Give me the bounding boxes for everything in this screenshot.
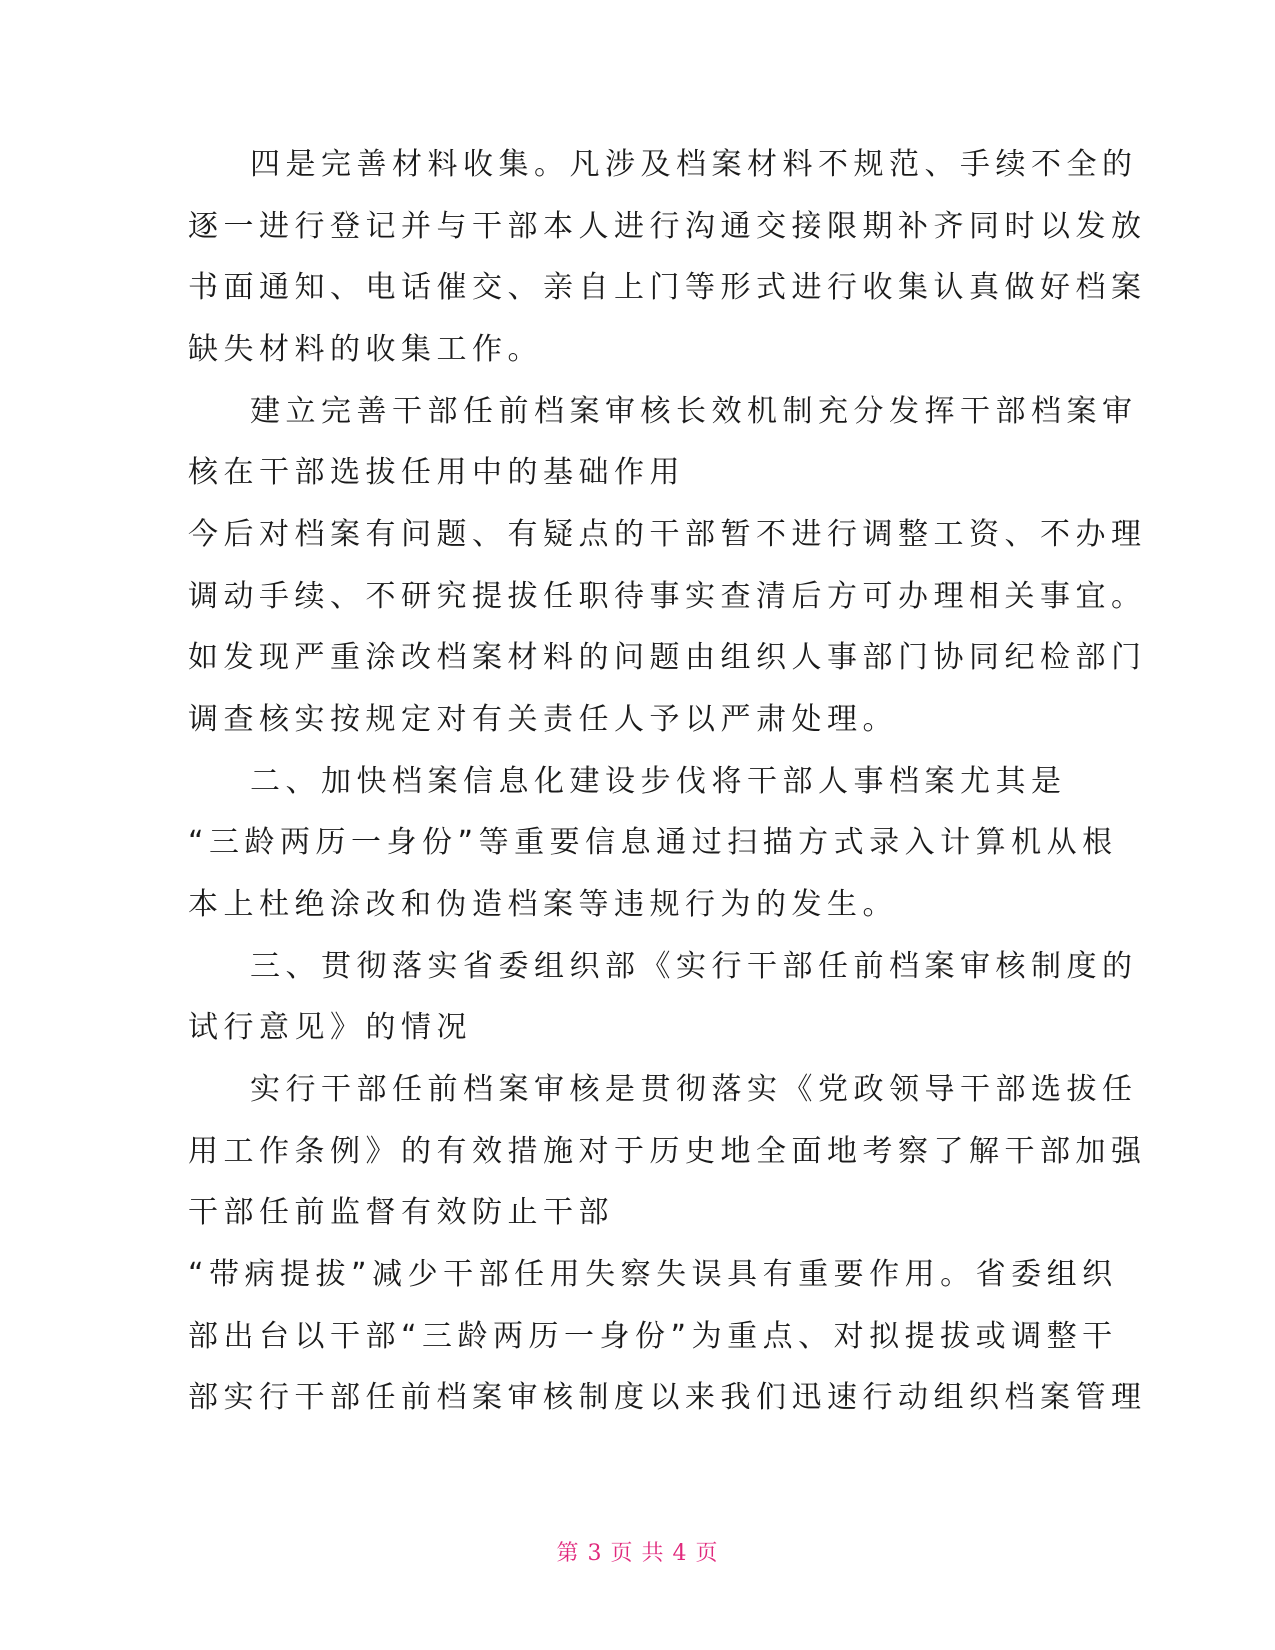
text-line: 如发现严重涂改档案材料的问题由组织人事部门协同纪检部门 bbox=[188, 640, 1147, 675]
text-line: 用工作条例》的有效措施对于历史地全面地考察了解干部加强 bbox=[188, 1134, 1147, 1169]
text-line: 三、贯彻落实省委组织部《实行干部任前档案审核制度的 bbox=[250, 949, 1138, 984]
text-line: 干部任前监督有效防止干部 bbox=[188, 1195, 614, 1230]
text-line: 调动手续、不研究提拔任职待事实查清后方可办理相关事宜。 bbox=[188, 579, 1147, 614]
text-line: “三龄两历一身份”等重要信息通过扫描方式录入计算机从根 bbox=[188, 825, 1118, 860]
text-line: 本上杜绝涂改和伪造档案等违规行为的发生。 bbox=[188, 887, 898, 922]
text-line: 逐一进行登记并与干部本人进行沟通交接限期补齐同时以发放 bbox=[188, 209, 1147, 244]
text-line: 书面通知、电话催交、亲自上门等形式进行收集认真做好档案 bbox=[188, 270, 1147, 305]
text-line: 调查核实按规定对有关责任人予以严肃处理。 bbox=[188, 702, 898, 737]
page-footer bbox=[0, 1536, 1275, 1567]
footer-total-word: 共 bbox=[641, 1541, 665, 1566]
text-line: 二、加快档案信息化建设步伐将干部人事档案尤其是 bbox=[250, 764, 1067, 799]
text-line: 试行意见》的情况 bbox=[188, 1010, 472, 1045]
text-line: “带病提拔”减少干部任用失察失误具有重要作用。省委组织 bbox=[188, 1257, 1118, 1292]
text-line: 缺失材料的收集工作。 bbox=[188, 332, 543, 367]
text-line: 部出台以干部“三龄两历一身份”为重点、对拟提拔或调整干 bbox=[188, 1319, 1118, 1354]
text-line: 部实行干部任前档案审核制度以来我们迅速行动组织档案管理 bbox=[188, 1380, 1147, 1415]
current-page-number: 3 bbox=[587, 1541, 603, 1566]
text-line: 今后对档案有问题、有疑点的干部暂不进行调整工资、不办理 bbox=[188, 517, 1147, 552]
footer-page-word: 页 bbox=[610, 1541, 634, 1566]
footer-prefix: 第 bbox=[556, 1541, 580, 1566]
text-line: 实行干部任前档案审核是贯彻落实《党政领导干部选拔任 bbox=[250, 1072, 1138, 1107]
total-pages-number: 4 bbox=[672, 1541, 688, 1566]
footer-suffix: 页 bbox=[695, 1541, 719, 1566]
text-line: 建立完善干部任前档案审核长效机制充分发挥干部档案审 bbox=[250, 394, 1138, 429]
text-line: 四是完善材料收集。凡涉及档案材料不规范、手续不全的 bbox=[250, 147, 1138, 182]
text-line: 核在干部选拔任用中的基础作用 bbox=[188, 455, 685, 490]
